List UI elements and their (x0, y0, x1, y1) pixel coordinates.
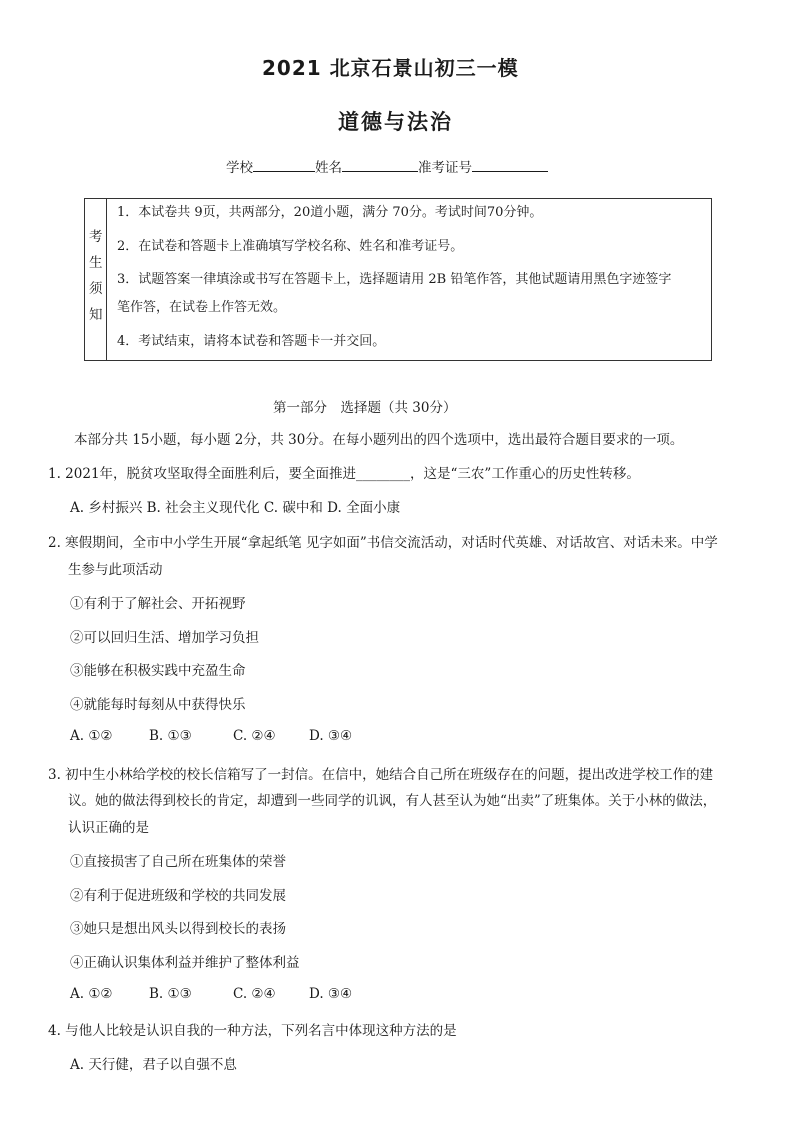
question-3-choice-c: C. ②④ (233, 986, 276, 1002)
student-info-line (226, 156, 548, 176)
question-3-item: ①直接损害了自己所在班集体的荣誉 (70, 854, 286, 870)
notice-line: 4．考试结束，请将本试卷和答题卡一并交回。 (117, 334, 386, 349)
question-3-text-cont: 认识正确的是 (68, 820, 149, 836)
notice-label-char: 考 (89, 229, 103, 245)
question-3-text-cont: 议。她的做法得到校长的肯定，却遭到一些同学的讥讽，有人甚至认为她“出卖”了班集体。关于小林的做法， (68, 793, 717, 809)
question-2-text: 2. 寒假期间，全市中小学生开展“拿起纸笔 见字如面”书信交流活动，对话时代英雄、对话故宫、对话未来。中学 (48, 535, 718, 551)
notice-line: 1．本试卷共 9页，共两部分，20道小题，满分 70分。考试时间70分钟。 (117, 205, 543, 220)
notice-label-column (85, 199, 107, 360)
page-title: 2021 北京石景山初三一模 (262, 56, 519, 80)
question-3-item: ③她只是想出风头以得到校长的表扬 (70, 921, 286, 937)
question-3-text: 3. 初中生小林给学校的校长信箱写了一封信。在信中，她结合自己所在班级存在的问题，提出改进学校工作的建 (48, 767, 714, 783)
exam-notice-box (84, 198, 712, 361)
question-3-choice-d: D. ③④ (309, 986, 353, 1002)
section-intro: 本部分共 15小题，每小题 2分，共 30分。在每小题列出的四个选项中，选出最符合题目要求的一项。 (74, 432, 684, 448)
notice-line: 2．在试卷和答题卡上准确填写学校名称、姓名和准考证号。 (117, 239, 464, 254)
name-blank[interactable] (342, 158, 418, 172)
question-3-item: ④正确认识集体利益并维护了整体利益 (70, 955, 300, 971)
question-1-options: A. 乡村振兴 B. 社会主义现代化 C. 碳中和 D. 全面小康 (70, 500, 401, 516)
question-1-text: 1. 2021年，脱贫攻坚取得全面胜利后，要全面推进________，这是“三农”工作重心的历史性转移。 (48, 466, 640, 482)
notice-label-char: 知 (89, 307, 103, 323)
notice-label-char: 生 (89, 255, 103, 271)
question-2-choice-d: D. ③④ (309, 728, 353, 744)
notice-line: 3．试题答案一律填涂或书写在答题卡上，选择题请用 2B 铅笔作答，其他试题请用黑色字迹签字 (117, 272, 672, 287)
section-title: 第一部分 选择题（共 30分） (273, 400, 457, 416)
subject-title: 道德与法治 (338, 110, 453, 134)
school-label: 学校 (226, 160, 253, 176)
question-3-item: ②有利于促进班级和学校的共同发展 (70, 888, 286, 904)
name-label: 姓名 (315, 160, 342, 176)
exam-number-blank[interactable] (472, 158, 548, 172)
notice-line: 笔作答，在试卷上作答无效。 (117, 300, 287, 315)
question-2-choice-b: B. ①③ (149, 728, 192, 744)
question-4-text: 4. 与他人比较是认识自我的一种方法，下列名言中体现这种方法的是 (48, 1023, 457, 1039)
question-2-item: ②可以回归生活、增加学习负担 (70, 630, 259, 646)
question-2-choice-a: A. ①② (70, 728, 113, 744)
question-2-item: ④就能每时每刻从中获得快乐 (70, 697, 246, 713)
school-blank[interactable] (253, 158, 315, 172)
question-2-choice-c: C. ②④ (233, 728, 276, 744)
question-3-choice-b: B. ①③ (149, 986, 192, 1002)
question-2-item: ③能够在积极实践中充盈生命 (70, 663, 246, 679)
notice-label-char: 须 (89, 281, 103, 297)
question-2-item: ①有利于了解社会、开拓视野 (70, 596, 246, 612)
question-4-option-a: A. 天行健，君子以自强不息 (70, 1057, 237, 1073)
question-3-choice-a: A. ①② (70, 986, 113, 1002)
exam-number-label: 准考证号 (418, 160, 472, 176)
question-2-text-cont: 生参与此项活动 (68, 562, 163, 578)
